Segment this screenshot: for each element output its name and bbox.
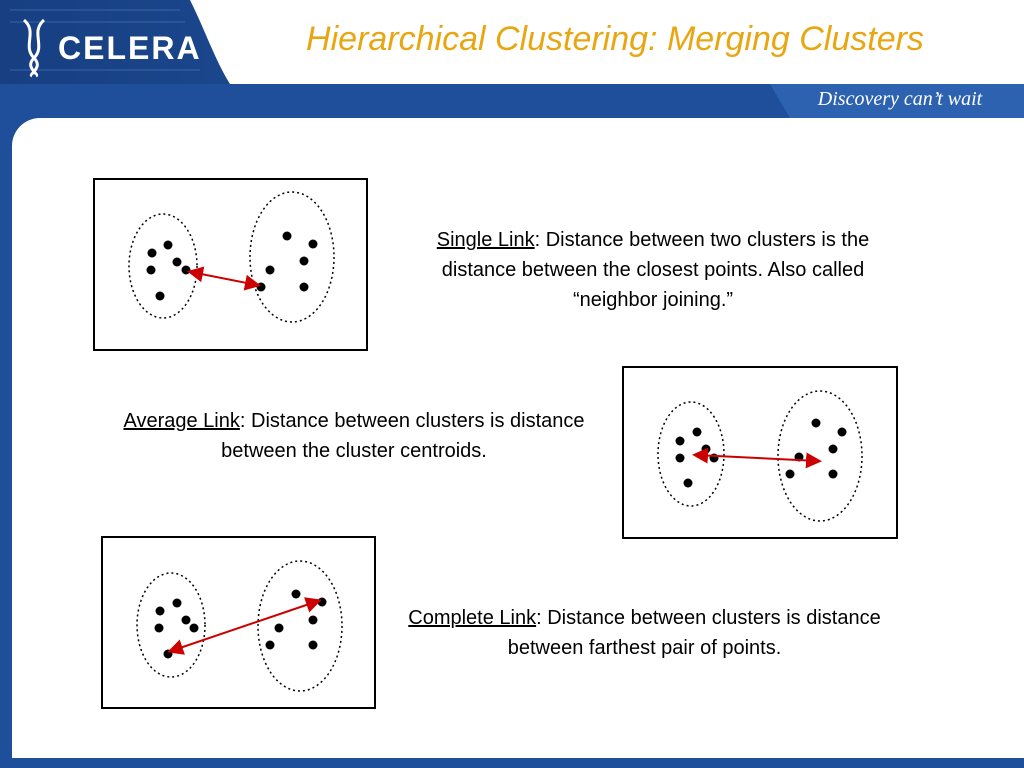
point [266,641,275,650]
point [275,624,284,633]
cluster-right [778,391,862,521]
point [309,641,318,650]
single-link-text: Distance between two clusters is the distance between the closest points. Also called “neighbor joining.” [441,229,870,311]
point [838,428,847,437]
cluster-right [250,192,334,322]
single-link-diagram [93,178,368,351]
point [829,470,838,479]
point [309,240,318,249]
point [300,257,309,266]
point [829,445,838,454]
point [693,428,702,437]
point [702,445,711,454]
complete-link-svg [103,538,378,711]
point [182,266,191,275]
tagline: Discovery can’t wait [817,88,983,110]
point [156,607,165,616]
point [266,266,275,275]
average-link-term: Average Link [123,410,240,432]
point [684,479,693,488]
point [148,249,157,258]
point [155,624,164,633]
average-link-description: Average Link: Distance between clusters is distance between the cluster centroids. [123,410,585,462]
logo-text: CELERA [58,30,202,66]
point [292,590,301,599]
point [164,241,173,250]
point [173,599,182,608]
point [156,292,165,301]
point [257,283,266,292]
point [318,598,327,607]
point [300,283,309,292]
complete-link-text: Distance between clusters is distance between farthest pair of points. [507,607,881,659]
footer-bar [0,758,1024,768]
point [283,232,292,241]
distance-arrow [191,272,257,285]
average-link-text: Distance between clusters is distance between the cluster centroids. [221,410,585,462]
point [676,454,685,463]
complete-link-diagram [101,536,376,709]
cluster-right [258,561,342,691]
point [182,616,191,625]
point [173,258,182,267]
point [190,624,199,633]
complete-link-term: Complete Link [408,607,537,629]
single-link-description: Single Link: Distance between two clusters is the distance between the closest points. Also called “neighbor joining.” [436,229,870,311]
point [812,419,821,428]
header-bar [0,0,1024,118]
point [676,437,685,446]
celera-logo-icon [18,18,50,78]
single-link-svg [95,180,370,353]
point [786,470,795,479]
complete-link-description: Complete Link: Distance between clusters is distance between farthest pair of points. [408,607,881,659]
average-link-svg [624,368,900,541]
point [147,266,156,275]
point [309,616,318,625]
single-link-term: Single Link [436,229,535,251]
page-title: Hierarchical Clustering: Merging Clusters [306,20,924,58]
average-link-diagram [622,366,898,539]
